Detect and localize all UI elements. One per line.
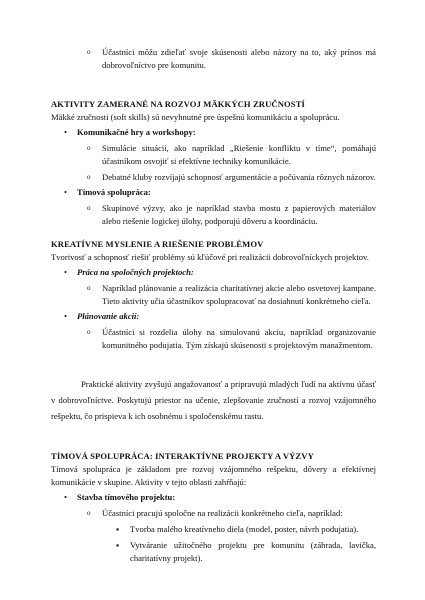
section-intro: Tvorivosť a schopnosť riešiť problémy sú kľúčové pri realizácii dobrovoľníckych projektov. [51,252,369,262]
disc-bullet-icon: • [64,311,68,321]
section-heading: AKTIVITY ZAMERANÉ NA ROZVOJ MÄKKÝCH ZRUČNOSTÍ [51,99,305,109]
section-intro: Mäkké zručnosti (soft skills) sú nevyhnutné pre úspešnú komunikáciu a spoluprácu. [51,112,340,122]
list-item-text: Simulácie situácií, ako napríklad „Riešenie konfliktu v tíme“, pomáhajú účastníkom osvojiť si efektívne techniky komunikácie. [102,143,376,166]
circle-bullet-icon: o [87,173,91,181]
list-item-text: Účastníci môžu zdieľať svoje skúsenosti alebo názory na to, aký prínos má dobrovoľníctvo pre komunitu. [102,47,376,70]
disc-bullet-icon: • [64,127,68,137]
circle-bullet-icon: o [87,204,91,212]
list-item-text: Tvorba malého kreatívneho diela (model, poster, návrh podujatia). [130,524,359,534]
circle-bullet-icon: o [87,284,91,292]
list-item-text: Práca na spoločných projektoch: [77,267,194,277]
circle-bullet-icon: o [87,48,91,56]
list-item-text: Skupinové výzvy, ako je napríklad stavba mostu z papierových materiálov alebo riešenie logickej úlohy, podporujú dôveru a koordináciu. [102,203,376,226]
list-item [0,507,425,520]
list-item [0,539,425,565]
list-item-text: Účastníci si rozdelia úlohy na simulovanú akciu, napríklad organizovanie komunitného podujatia. Tým získajú skúsenosti s projektovým manažmentom. [102,327,376,350]
section-intro: Tímová spolupráca je základom pre rozvoj vzájomného rešpektu, dôvery a efektívnej komunikácie v skupine. Aktivity v tejto oblasti zahŕňajú: [51,464,376,487]
list-item-text: Vytváranie užitočného projektu pre komunitu (záhrada, lavička, charitatívny projekt). [130,540,376,563]
square-bullet-icon: ▪ [116,524,120,534]
circle-bullet-icon: o [87,328,91,336]
list-item [0,126,425,139]
list-item-text: Napríklad plánovanie a realizácia charitatívnej akcie alebo osvetovej kampane. Tieto aktivity učia účastníkov spolupracovať na dosiahnutí konkrétneho cieľa. [102,283,376,306]
list-item-text: Plánovanie akcií: [77,311,140,321]
list-item [0,282,425,308]
list-item [0,523,425,536]
list-item [0,142,425,168]
list-item [0,491,425,504]
list-item-text: Komunikačné hry a workshopy: [77,127,196,137]
summary-paragraph [0,376,425,424]
section-heading: KREATÍVNE MYSLENIE A RIEŠENIE PROBLÉMOV [51,239,264,249]
paragraph-text: Praktické aktivity zvyšujú angažovanosť a pripravujú mladých ľudí na aktívnu účasť v dobrovoľníctve. Poskytujú priestor na učenie, zlepšovanie zručností a rozvoj vzájomného rešpektu, čo prispieva k ich osobnému i spoločenskému rastu. [51,379,376,421]
list-item-text: Účastníci pracujú spoločne na realizácii konkrétneho cieľa, napríklad: [102,508,343,518]
list-item [0,171,425,184]
list-item-text: Debatné kluby rozvíjajú schopnosť argumentácie a počúvania rôznych názorov. [102,172,376,182]
circle-bullet-icon: o [87,144,91,152]
section-soft-skills [0,98,425,228]
section-heading: TÍMOVÁ SPOLUPRÁCA: INTERAKTÍVNE PROJEKTY A VÝZVY [51,451,314,461]
list-item [0,310,425,323]
list-item [0,46,425,72]
list-item-text: Tímová spolupráca: [77,187,151,197]
circle-bullet-icon: o [87,509,91,517]
disc-bullet-icon: • [64,187,68,197]
intro-list [0,46,425,72]
list-item-text: Stavba tímového projektu: [77,492,176,502]
disc-bullet-icon: • [64,267,68,277]
square-bullet-icon: ▪ [116,540,120,550]
list-item [0,186,425,199]
section-creative-thinking [0,238,425,352]
disc-bullet-icon: • [64,492,68,502]
list-item [0,202,425,228]
list-item [0,326,425,352]
list-item [0,266,425,279]
section-team-cooperation [0,450,425,565]
